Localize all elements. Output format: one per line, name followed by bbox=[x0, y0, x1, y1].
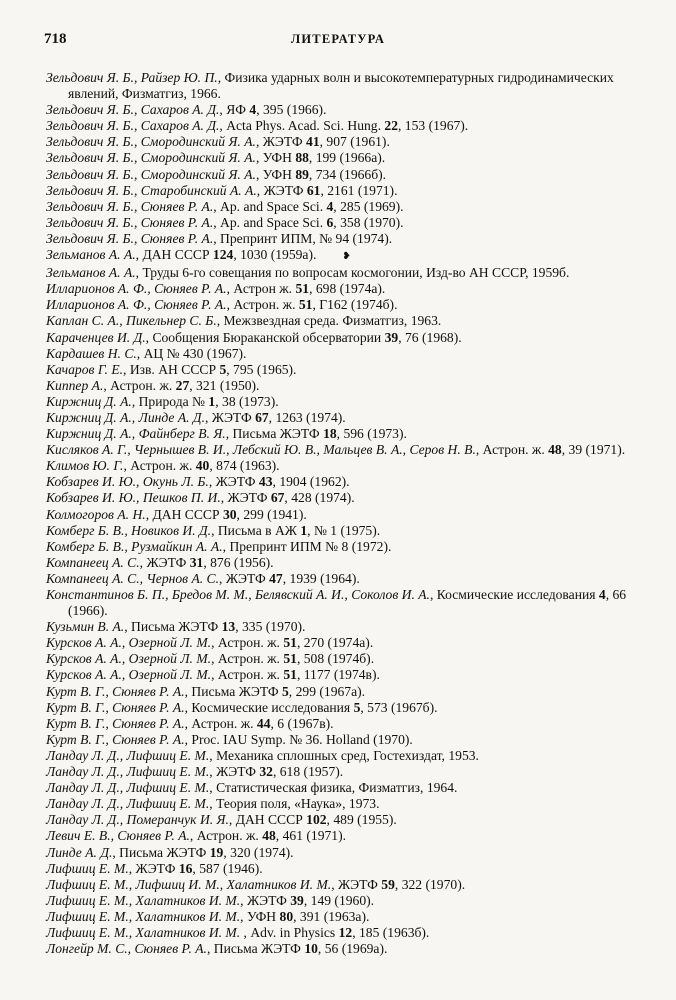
reference-journal: , Ap. and Space Sci. bbox=[213, 214, 327, 230]
reference-pages-year: , 874 (1963). bbox=[209, 458, 280, 474]
reference-entry bbox=[46, 150, 636, 166]
reference-entry bbox=[46, 523, 636, 539]
reference-entry bbox=[46, 635, 636, 651]
reference-entry bbox=[46, 247, 636, 265]
reference-pages-year: , 428 (1974). bbox=[284, 490, 355, 506]
reference-volume: 4 bbox=[249, 102, 257, 118]
reference-authors: Лифшиц Е. М., Лифшиц И. М., Халатников И. М. bbox=[46, 876, 332, 892]
reference-authors: Илларионов А. Ф., Сюняев Р. А. bbox=[46, 297, 227, 313]
reference-journal: , Космические исследования bbox=[429, 587, 599, 602]
reference-volume: 51 bbox=[283, 651, 297, 667]
reference-pages-year: , 596 (1973). bbox=[336, 426, 407, 442]
reference-volume: 67 bbox=[255, 409, 269, 425]
reference-authors: Зельдович Я. Б., Сахаров А. Д. bbox=[46, 102, 220, 118]
reference-entry bbox=[46, 764, 636, 780]
reference-authors: Лифшиц Е. М. bbox=[46, 860, 129, 876]
page-number: 718 bbox=[44, 31, 67, 47]
reference-pages-year: , № 1 (1975). bbox=[307, 522, 381, 538]
reference-volume: 89 bbox=[295, 166, 309, 182]
reference-entry bbox=[46, 619, 636, 635]
running-head: ЛИТЕРАТУРА bbox=[290, 32, 386, 46]
reference-authors: Зельдович Я. Б., Сюняев Р. А. bbox=[46, 230, 214, 246]
reference-pages-year: , 185 (1963б). bbox=[352, 924, 430, 940]
reference-authors: Зельдович Я. Б., Смородинский Я. А. bbox=[46, 166, 256, 182]
reference-entry bbox=[46, 925, 636, 941]
reference-pages-year: , 38 (1973). bbox=[215, 393, 279, 409]
reference-volume: 4 bbox=[326, 198, 334, 214]
reference-journal: , Сообщения Бюраканской обсерватории bbox=[145, 329, 385, 345]
reference-journal: , УФН bbox=[255, 166, 296, 182]
reference-pages-year: , 335 (1970). bbox=[235, 619, 306, 635]
reference-entry bbox=[46, 394, 636, 410]
reference-volume: 1 bbox=[208, 393, 216, 409]
reference-entry bbox=[46, 812, 636, 828]
reference-pages-year: , 489 (1955). bbox=[326, 812, 397, 828]
reference-entry bbox=[46, 442, 636, 458]
reference-volume: 13 bbox=[221, 619, 236, 635]
reference-authors: Зельманов А. А. bbox=[46, 247, 136, 263]
reference-authors: Лифшиц Е. М., Халатников И. М. bbox=[46, 908, 241, 924]
reference-authors: Левич Е. В., Сюняев Р. А. bbox=[46, 828, 190, 844]
reference-journal: , ЖЭТФ bbox=[204, 409, 256, 425]
reference-journal: , Письма ЖЭТФ bbox=[184, 683, 282, 699]
reference-journal: , Астрон. ж. bbox=[123, 458, 196, 474]
reference-journal: , УФН bbox=[240, 908, 280, 924]
reference-journal: , Изв. АН СССР bbox=[123, 361, 220, 377]
reference-pages-year: , 907 (1961). bbox=[319, 134, 390, 150]
reference-authors: Ландау Л. Д., Лифшиц Е. М. bbox=[46, 764, 210, 780]
reference-pages-year: , 734 (1966б). bbox=[308, 166, 387, 182]
reference-authors: Ландау Л. Д., Померанчук И. Я. bbox=[46, 812, 229, 828]
reference-volume: 44 bbox=[256, 715, 271, 731]
reference-volume: 19 bbox=[209, 844, 224, 860]
reference-source: , Межзвездная среда. Физматгиз, 1963. bbox=[216, 313, 442, 329]
reference-volume: 48 bbox=[548, 442, 562, 458]
reference-volume: 5 bbox=[282, 683, 289, 699]
reference-entry bbox=[46, 313, 636, 329]
reference-pages-year: , 322 (1970). bbox=[394, 876, 466, 892]
reference-journal: , Adv. in Physics bbox=[240, 924, 339, 940]
reference-authors: Ландау Л. Д., Лифшиц Е. М. bbox=[46, 747, 210, 763]
reference-entry bbox=[46, 281, 636, 297]
reference-entry bbox=[46, 426, 636, 442]
reference-journal: , ДАН СССР bbox=[228, 812, 307, 828]
reference-authors: Зельдович Я. Б., Смородинский Я. А. bbox=[46, 134, 256, 150]
reference-volume: 102 bbox=[306, 812, 327, 828]
reference-pages-year: , 795 (1965). bbox=[226, 361, 297, 377]
reference-pages-year: , 1939 (1964). bbox=[282, 570, 360, 586]
reference-entry bbox=[46, 378, 636, 394]
reference-authors: Компанеец А. С., Чернов А. С. bbox=[46, 570, 220, 586]
reference-authors: Константинов Б. П., Бредов М. М., Белявский А. И., Соколов И. А. bbox=[46, 587, 430, 602]
reference-entry bbox=[46, 265, 636, 281]
reference-authors: Кобзарев И. Ю., Пешков П. И. bbox=[46, 490, 221, 506]
reference-entry bbox=[46, 796, 636, 812]
reference-volume: 30 bbox=[222, 506, 237, 522]
reference-authors: Кардашев Н. С. bbox=[46, 345, 137, 361]
reference-entry bbox=[46, 700, 636, 716]
reference-journal: , ЖЭТФ bbox=[128, 860, 179, 876]
reference-pages-year: , 6 (1967в). bbox=[270, 715, 334, 731]
reference-volume: 5 bbox=[219, 361, 227, 377]
reference-volume: 41 bbox=[306, 134, 320, 150]
reference-authors: Комберг Б. В., Новиков И. Д. bbox=[46, 522, 212, 538]
reference-volume: 10 bbox=[304, 941, 318, 957]
reference-pages-year: , 1030 (1959а). bbox=[233, 247, 317, 263]
reference-entry bbox=[46, 651, 636, 667]
reference-authors: Кузьмин В. А. bbox=[46, 619, 125, 635]
reference-volume: 59 bbox=[381, 876, 395, 892]
reference-journal: , Астрон. ж. bbox=[211, 651, 284, 667]
reference-volume: 67 bbox=[270, 490, 285, 506]
reference-volume: 27 bbox=[175, 377, 190, 393]
reference-authors: Кобзарев И. Ю., Окунь Л. Б. bbox=[46, 474, 209, 490]
reference-source: , АЦ № 430 (1967). bbox=[136, 345, 247, 361]
reference-pages-year: , 508 (1974б). bbox=[296, 651, 375, 667]
reference-authors: Зельдович Я. Б., Старобинский А. А. bbox=[46, 182, 257, 198]
reference-volume: 39 bbox=[384, 329, 399, 345]
reference-authors: Киржниц Д. А., Линде А. Д. bbox=[46, 409, 205, 425]
reference-authors: Зельдович Я. Б., Сюняев Р. А. bbox=[46, 198, 214, 214]
reference-authors: Зельдович Я. Б., Сюняев Р. А. bbox=[46, 214, 214, 230]
reference-pages-year: , 461 (1971). bbox=[275, 828, 347, 844]
reference-authors: Курсков А. А., Озерной Л. М. bbox=[46, 635, 212, 651]
reference-authors: Зельдович Я. Б., Сахаров А. Д. bbox=[46, 118, 220, 134]
reference-journal: , Ap. and Space Sci. bbox=[213, 198, 327, 214]
reference-journal: , Астрон. ж. bbox=[211, 635, 284, 651]
reference-journal: , УФН bbox=[255, 150, 296, 166]
reference-journal: , ЖЭТФ bbox=[139, 554, 190, 570]
reference-authors: Курт В. Г., Сюняев Р. А. bbox=[46, 683, 185, 699]
reference-entry bbox=[46, 183, 636, 199]
reference-entry bbox=[46, 845, 636, 861]
reference-authors: Илларионов А. Ф., Сюняев Р. А. bbox=[46, 281, 227, 297]
reference-entry bbox=[46, 118, 636, 134]
reference-entry bbox=[46, 410, 636, 426]
reference-journal: , Астрон. ж. bbox=[211, 667, 284, 683]
reference-journal: , ДАН СССР bbox=[135, 247, 213, 263]
reference-journal: , Письма ЖЭТФ bbox=[124, 619, 222, 635]
reference-entry bbox=[46, 362, 636, 378]
reference-journal: , Астрон ж. bbox=[226, 281, 296, 297]
reference-volume: 39 bbox=[290, 892, 304, 908]
ink-mark-icon: ❥ bbox=[342, 251, 351, 263]
reference-entry bbox=[46, 748, 636, 764]
reference-pages-year: , 358 (1970). bbox=[333, 214, 404, 230]
reference-volume: 124 bbox=[212, 247, 234, 263]
reference-entry bbox=[46, 70, 636, 102]
reference-journal: , ДАН СССР bbox=[145, 506, 223, 522]
reference-pages-year: , 2161 (1971). bbox=[320, 182, 398, 198]
reference-source: , Труды 6-го совещания по вопросам космогонии, Изд-во АН СССР, 1959б. bbox=[135, 265, 570, 281]
reference-authors: Колмогоров А. Н. bbox=[46, 506, 146, 522]
reference-authors: Климов Ю. Г. bbox=[46, 458, 124, 474]
reference-entry bbox=[46, 458, 636, 474]
reference-entry bbox=[46, 684, 636, 700]
reference-volume: 1 bbox=[300, 522, 308, 538]
reference-authors: Курсков А. А., Озерной Л. М. bbox=[46, 667, 212, 683]
reference-journal: , Acta Phys. Acad. Sci. Hung. bbox=[219, 118, 385, 134]
reference-journal: , Письма ЖЭТФ bbox=[206, 941, 305, 957]
reference-entry bbox=[46, 134, 636, 150]
reference-entry bbox=[46, 587, 636, 619]
reference-volume: 22 bbox=[384, 118, 398, 134]
reference-pages-year: , 1263 (1974). bbox=[268, 409, 346, 425]
reference-entry bbox=[46, 909, 636, 925]
reference-pages-year: , 153 (1967). bbox=[397, 118, 469, 134]
reference-volume: 32 bbox=[259, 764, 273, 780]
reference-authors: Лифшиц Е. М., Халатников И. М. bbox=[46, 924, 241, 940]
reference-volume: 40 bbox=[195, 458, 210, 474]
reference-pages-year: , 199 (1966а). bbox=[308, 150, 386, 166]
reference-authors: Компанеец А. С. bbox=[46, 554, 140, 570]
reference-source: , Теория поля, «Наука», 1973. bbox=[209, 796, 380, 812]
reference-entry bbox=[46, 539, 636, 555]
reference-authors: Зельдович Я. Б., Райзер Ю. П. bbox=[46, 70, 218, 85]
reference-journal: , ЖЭТФ bbox=[209, 764, 260, 780]
reference-volume: 6 bbox=[326, 214, 334, 230]
reference-volume: 51 bbox=[283, 667, 297, 683]
reference-entry bbox=[46, 667, 636, 683]
reference-journal: , ЯФ bbox=[219, 102, 250, 118]
reference-pages-year: , 285 (1969). bbox=[333, 198, 404, 214]
reference-entry bbox=[46, 330, 636, 346]
reference-source: , Препринт ИПМ, № 94 (1974). bbox=[213, 230, 393, 246]
reference-volume: 61 bbox=[306, 182, 321, 198]
reference-source: , Механика сплошных сред, Гостехиздат, 1953. bbox=[209, 747, 479, 763]
reference-entry bbox=[46, 941, 636, 957]
reference-entry bbox=[46, 507, 636, 523]
reference-authors: Курсков А. А., Озерной Л. М. bbox=[46, 651, 212, 667]
reference-authors: Ландау Л. Д., Лифшиц Е. М. bbox=[46, 780, 210, 796]
reference-authors: Кисляков А. Г., Чернышев В. И., Лебский Ю. В., Мальцев В. А., Серов Н. В. bbox=[46, 442, 476, 458]
reference-pages-year: , 76 (1968). bbox=[398, 329, 462, 345]
reference-authors: Комберг Б. В., Рузмайкин А. А. bbox=[46, 538, 223, 554]
reference-pages-year: , 299 (1967а). bbox=[288, 683, 366, 699]
reference-entry bbox=[46, 780, 636, 796]
reference-volume: 51 bbox=[298, 297, 313, 313]
reference-journal: , Астрон. ж. bbox=[189, 828, 263, 844]
reference-pages-year: , 395 (1966). bbox=[256, 102, 327, 118]
reference-journal: , Письма ЖЭТФ bbox=[112, 844, 210, 860]
reference-journal: , ЖЭТФ bbox=[256, 182, 307, 198]
reference-authors: Зельдович Я. Б., Смородинский Я. А. bbox=[46, 150, 256, 166]
reference-volume: 5 bbox=[353, 699, 361, 715]
reference-entry bbox=[46, 215, 636, 231]
reference-authors: Караченцев И. Д. bbox=[46, 329, 146, 345]
reference-journal: , ЖЭТФ bbox=[255, 134, 307, 150]
reference-authors: Курт В. Г., Сюняев Р. А. bbox=[46, 731, 185, 747]
reference-entry bbox=[46, 828, 636, 844]
reference-volume: 43 bbox=[258, 474, 273, 490]
reference-authors: Курт В. Г., Сюняев Р. А. bbox=[46, 699, 185, 715]
reference-volume: 47 bbox=[269, 570, 283, 586]
reference-entry bbox=[46, 231, 636, 247]
reference-entry bbox=[46, 732, 636, 748]
reference-authors: Курт В. Г., Сюняев Р. А. bbox=[46, 715, 185, 731]
reference-authors: Лифшиц Е. М., Халатников И. М. bbox=[46, 892, 241, 908]
reference-volume: 12 bbox=[338, 924, 353, 940]
reference-journal: , Природа № bbox=[131, 393, 209, 409]
reference-pages-year: , 66 (1966). bbox=[68, 587, 627, 619]
reference-pages-year: , 149 (1960). bbox=[303, 892, 375, 908]
reference-pages-year: , 1904 (1962). bbox=[272, 474, 350, 490]
reference-pages-year: , 587 (1946). bbox=[192, 860, 263, 876]
reference-volume: 18 bbox=[323, 426, 337, 442]
reference-pages-year: , 573 (1967б). bbox=[360, 699, 438, 715]
reference-authors: Киппер А. bbox=[46, 377, 104, 393]
reference-entry bbox=[46, 893, 636, 909]
reference-volume: 51 bbox=[283, 635, 297, 651]
reference-pages-year: , 299 (1941). bbox=[236, 506, 307, 522]
reference-journal: , Астрон. ж. bbox=[103, 377, 176, 393]
reference-journal: , Письма в АЖ bbox=[211, 522, 301, 538]
reference-entry bbox=[46, 555, 636, 571]
reference-pages-year: , Г162 (1974б). bbox=[312, 297, 398, 313]
reference-authors: Каплан С. А., Пикельнер С. Б. bbox=[46, 313, 217, 329]
reference-entry bbox=[46, 474, 636, 490]
reference-authors: Зельманов А. А. bbox=[46, 265, 136, 281]
reference-volume: 4 bbox=[598, 587, 606, 602]
reference-entry bbox=[46, 167, 636, 183]
reference-pages-year: , 618 (1957). bbox=[272, 764, 344, 780]
reference-pages-year: , 321 (1950). bbox=[189, 377, 260, 393]
reference-pages-year: , 56 (1969а). bbox=[317, 941, 388, 957]
reference-pages-year: , 391 (1963а). bbox=[293, 908, 370, 924]
reference-authors: Киржниц Д. А., Файнберг В. Я. bbox=[46, 426, 226, 442]
reference-pages-year: , 698 (1974а). bbox=[309, 281, 386, 297]
reference-journal: , ЖЭТФ bbox=[220, 490, 271, 506]
reference-entry bbox=[46, 102, 636, 118]
reference-journal: , ЖЭТФ bbox=[240, 892, 291, 908]
reference-journal: , Астрон. ж. bbox=[475, 442, 549, 458]
reference-source: , Статистическая физика, Физматгиз, 1964. bbox=[209, 780, 458, 796]
reference-volume: 80 bbox=[279, 908, 294, 924]
reference-journal: , ЖЭТФ bbox=[219, 570, 270, 586]
reference-volume: 51 bbox=[295, 281, 310, 297]
reference-journal: , Письма ЖЭТФ bbox=[225, 426, 324, 442]
reference-source: , Физика ударных волн и высокотемпературных гидродинамических явлений, Физматгиз, 1966. bbox=[68, 70, 614, 102]
reference-volume: 88 bbox=[295, 150, 309, 166]
reference-entry bbox=[46, 861, 636, 877]
reference-pages-year: , 270 (1974а). bbox=[296, 635, 374, 651]
reference-volume: 16 bbox=[178, 860, 193, 876]
reference-authors: Киржниц Д. А. bbox=[46, 393, 132, 409]
reference-entry bbox=[46, 877, 636, 893]
reference-source: , Proc. IAU Symp. № 36. Holland (1970). bbox=[184, 731, 413, 747]
reference-pages-year: , 1177 (1974в). bbox=[296, 667, 380, 683]
reference-pages-year: , 876 (1956). bbox=[203, 554, 274, 570]
reference-authors: Качаров Г. Е. bbox=[46, 361, 124, 377]
reference-list bbox=[46, 70, 636, 957]
reference-journal: , ЖЭТФ bbox=[208, 474, 259, 490]
reference-entry bbox=[46, 716, 636, 732]
reference-entry bbox=[46, 199, 636, 215]
reference-authors: Линде А. Д. bbox=[46, 844, 113, 860]
reference-entry bbox=[46, 571, 636, 587]
reference-pages-year: , 320 (1974). bbox=[223, 844, 294, 860]
reference-pages-year: , 39 (1971). bbox=[561, 442, 626, 458]
reference-source: , Препринт ИПМ № 8 (1972). bbox=[222, 538, 392, 554]
reference-volume: 31 bbox=[189, 554, 204, 570]
reference-volume: 48 bbox=[262, 828, 276, 844]
reference-journal: , Космические исследования bbox=[184, 699, 354, 715]
reference-journal: , Астрон. ж. bbox=[184, 715, 257, 731]
reference-entry bbox=[46, 490, 636, 506]
reference-authors: Лонгейр М. С., Сюняев Р. А. bbox=[46, 941, 207, 957]
reference-entry bbox=[46, 297, 636, 313]
reference-journal: , ЖЭТФ bbox=[331, 876, 382, 892]
reference-entry bbox=[46, 346, 636, 362]
reference-journal: , Астрон. ж. bbox=[226, 297, 299, 313]
reference-authors: Ландау Л. Д., Лифшиц Е. М. bbox=[46, 796, 210, 812]
